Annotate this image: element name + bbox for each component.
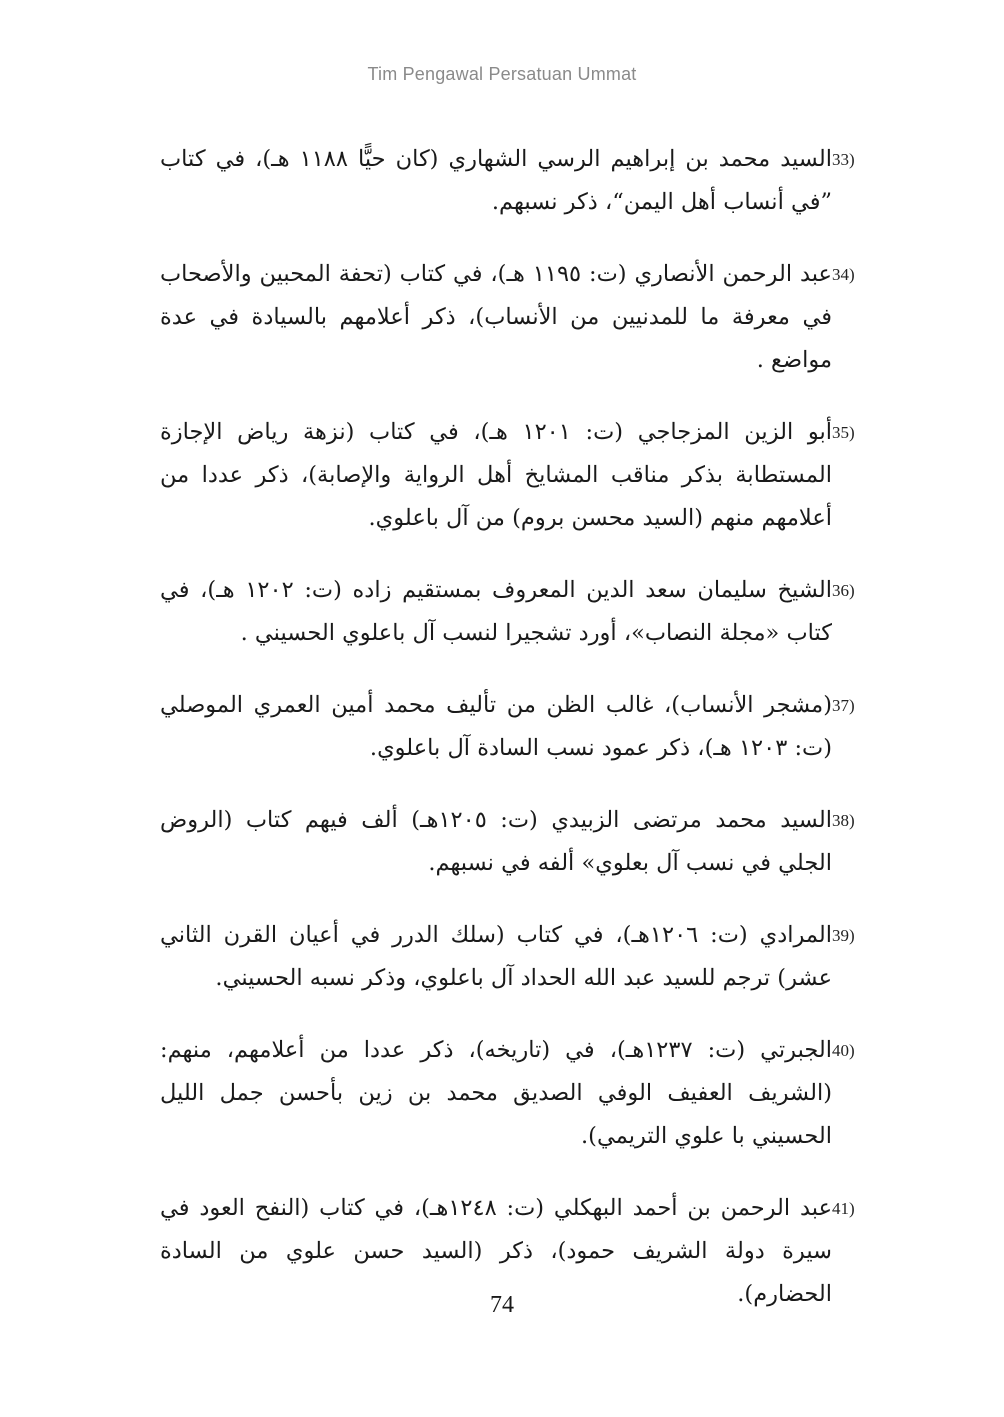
- running-header: Tim Pengawal Persatuan Ummat: [367, 64, 637, 84]
- entry-text: الجبرتي (ت: ١٢٣٧هـ)، في (تاريخه)، ذكر عددا من أعلامهم، منهم: (الشريف العفيف الوفي الصديق محمد بن زين بأحسن جمل الليل الحسيني با علوي التريمي).: [160, 1037, 832, 1149]
- entry-number: 40): [832, 1041, 855, 1060]
- list-item: [160, 1029, 876, 1158]
- list-item: [160, 569, 876, 655]
- entry-number: 36): [832, 581, 855, 600]
- entry-number: 39): [832, 926, 855, 945]
- entry-text: عبد الرحمن بن أحمد البهكلي (ت: ١٢٤٨هـ)، في كتاب (النفح العود في سيرة دولة الشريف حمود)، ذكر (السيد حسن علوي من السادة الحضارم).: [160, 1195, 832, 1307]
- entry-number: 37): [832, 696, 855, 715]
- entry-number: 35): [832, 423, 855, 442]
- entry-text: أبو الزين المزجاجي (ت: ١٢٠١ هـ)، في كتاب (نزهة رياض الإجازة المستطابة بذكر مناقب المشايخ أهل الرواية والإصابة)، ذكر عددا من أعلامهم منهم (السيد محسن بروم) من آل باعلوي.: [160, 419, 832, 531]
- entry-text: السيد محمد بن إبراهيم الرسي الشهاري (كان حيًّا ١١٨٨ هـ)، في كتاب ”في أنساب أهل اليمن“، ذكر نسبهم.: [160, 146, 832, 215]
- entry-text: عبد الرحمن الأنصاري (ت: ١١٩٥ هـ)، في كتاب (تحفة المحبين والأصحاب في معرفة ما للمدنيين من الأنساب)، ذكر أعلامهم بالسيادة في عدة مواضع .: [160, 261, 832, 373]
- page-number: 74: [490, 1292, 514, 1318]
- entry-number: 41): [832, 1199, 855, 1218]
- bibliography-list: [160, 138, 876, 1345]
- entry-text: الشيخ سليمان سعد الدين المعروف بمستقيم زاده (ت: ١٢٠٢ هـ)، في كتاب «مجلة النصاب»، أورد تشجيرا لنسب آل باعلوي الحسيني .: [160, 577, 833, 646]
- list-item: [160, 411, 876, 540]
- entry-text: (مشجر الأنساب)، غالب الظن من تأليف محمد أمين العمري الموصلي (ت: ١٢٠٣ هـ)، ذكر عمود نسب السادة آل باعلوي.: [160, 692, 832, 761]
- list-item: [160, 684, 876, 770]
- list-item: [160, 799, 876, 885]
- entry-number: 38): [832, 811, 855, 830]
- list-item: [160, 253, 876, 382]
- entry-number: 34): [832, 265, 855, 284]
- list-item: [160, 138, 876, 224]
- entry-number: 33): [832, 150, 855, 169]
- list-item: [160, 914, 876, 1000]
- entry-text: السيد محمد مرتضى الزبيدي (ت: ١٢٠٥هـ) ألف فيهم كتاب (الروض الجلي في نسب آل بعلوي» ألفه في نسبهم.: [160, 807, 832, 876]
- entry-text: المرادي (ت: ١٢٠٦هـ)، في كتاب (سلك الدرر في أعيان القرن الثاني عشر) ترجم للسيد عبد الله الحداد آل باعلوي، وذكر نسبه الحسيني.: [160, 922, 832, 991]
